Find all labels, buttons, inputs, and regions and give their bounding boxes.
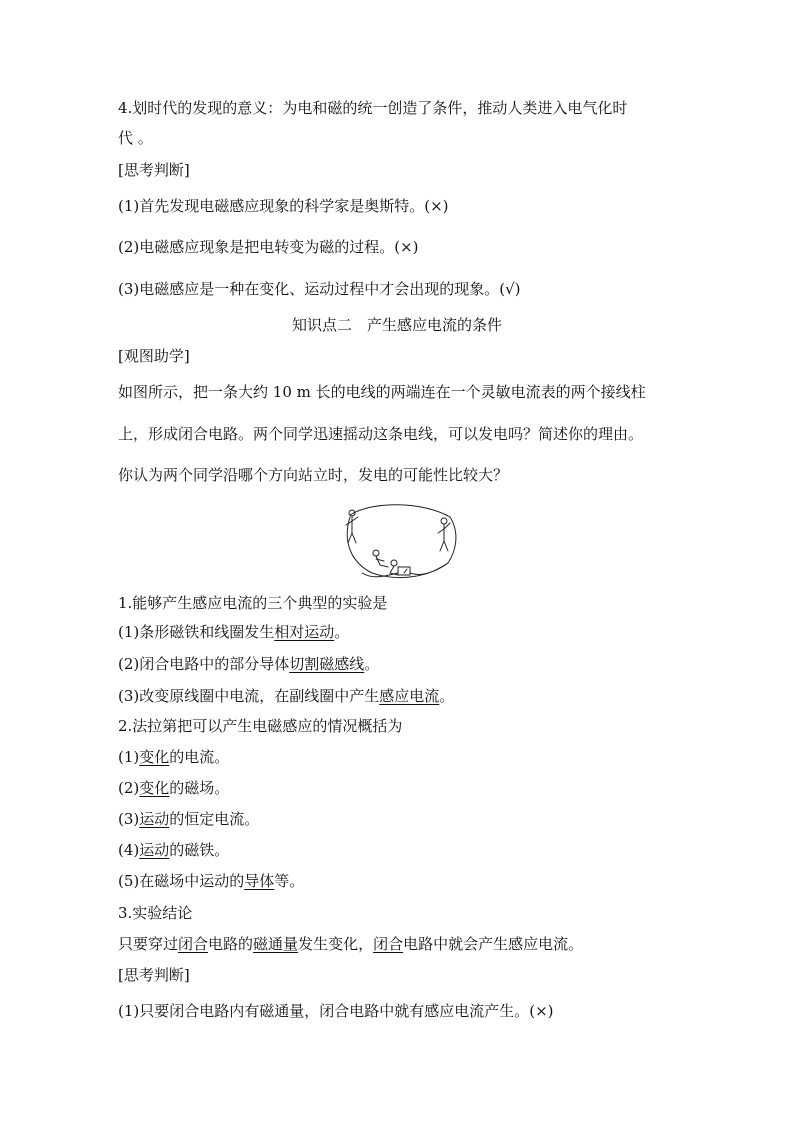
think-heading-2: [思考判断] [118,966,190,984]
point-1-title: 1.能够产生感应电流的三个典型的实验是 [118,594,388,612]
guide-heading: [观图助学] [118,347,190,365]
guide-line-2: 上，形成闭合电路。两个同学迅速摇动这条电线，可以发电吗？简述你的理由。 [118,425,644,443]
point-1-item-2: (2)闭合电路中的部分导体切割磁感线。 [118,655,380,673]
think-item-1: (1)首先发现电磁感应现象的科学家是奥斯特。(×) [118,197,449,215]
guide-line-3: 你认为两个同学沿哪个方向站立时，发电的可能性比较大？ [118,466,509,484]
think-2-item-1: (1)只要闭合电路内有磁通量，闭合电路中就有感应电流产生。(×) [118,1002,554,1020]
answer-blank: 切割磁感线 [289,655,365,673]
point-2-item-2: (2)变化的磁场。 [118,779,230,797]
section-title: 知识点二 产生感应电流的条件 [291,316,502,334]
think-item-3: (3)电磁感应是一种在变化、运动过程中才会出现的现象。(√) [118,280,521,298]
answer-blank: 感应电流 [379,687,440,705]
point-1-item-1: (1)条形磁铁和线圈发生相对运动。 [118,623,350,641]
answer-blank: 变化 [139,779,170,797]
significance-line-2: 代 。 [118,129,153,147]
point-2-item-3: (3)运动的恒定电流。 [118,810,260,828]
answer-blank: 运动 [139,841,170,859]
point-3-title: 3.实验结论 [118,904,193,922]
point-2-item-5: (5)在磁场中运动的导体等。 [118,872,305,890]
answer-blank: 导体 [244,872,275,890]
point-2-title: 2.法拉第把可以产生电磁感应的情况概括为 [118,717,403,735]
point-1-item-3: (3)改变原线圈中电流，在副线圈中产生感应电流。 [118,687,455,705]
think-item-2: (2)电磁感应现象是把电转变为磁的过程。(×) [118,238,419,256]
think-heading: [思考判断] [118,161,190,179]
experiment-conclusion: 只要穿过闭合电路的磁通量发生变化，闭合电路中就会产生感应电流。 [118,935,584,953]
answer-blank: 变化 [139,748,170,766]
answer-blank: 闭合 [178,935,209,953]
significance-line-1: 4.划时代的发现的意义：为电和磁的统一创造了条件，推动人类进入电气化时 [118,99,628,117]
point-2-item-4: (4)运动的磁铁。 [118,841,230,859]
point-2-item-1: (1)变化的电流。 [118,748,230,766]
answer-blank: 闭合 [373,935,404,953]
answer-blank: 相对运动 [274,623,335,641]
guide-line-1: 如图所示，把一条大约 10 m 长的电线的两端连在一个灵敏电流表的两个接线柱 [118,383,646,401]
wire-experiment-illustration [332,503,464,583]
answer-blank: 运动 [139,810,170,828]
answer-blank: 磁通量 [253,935,299,953]
